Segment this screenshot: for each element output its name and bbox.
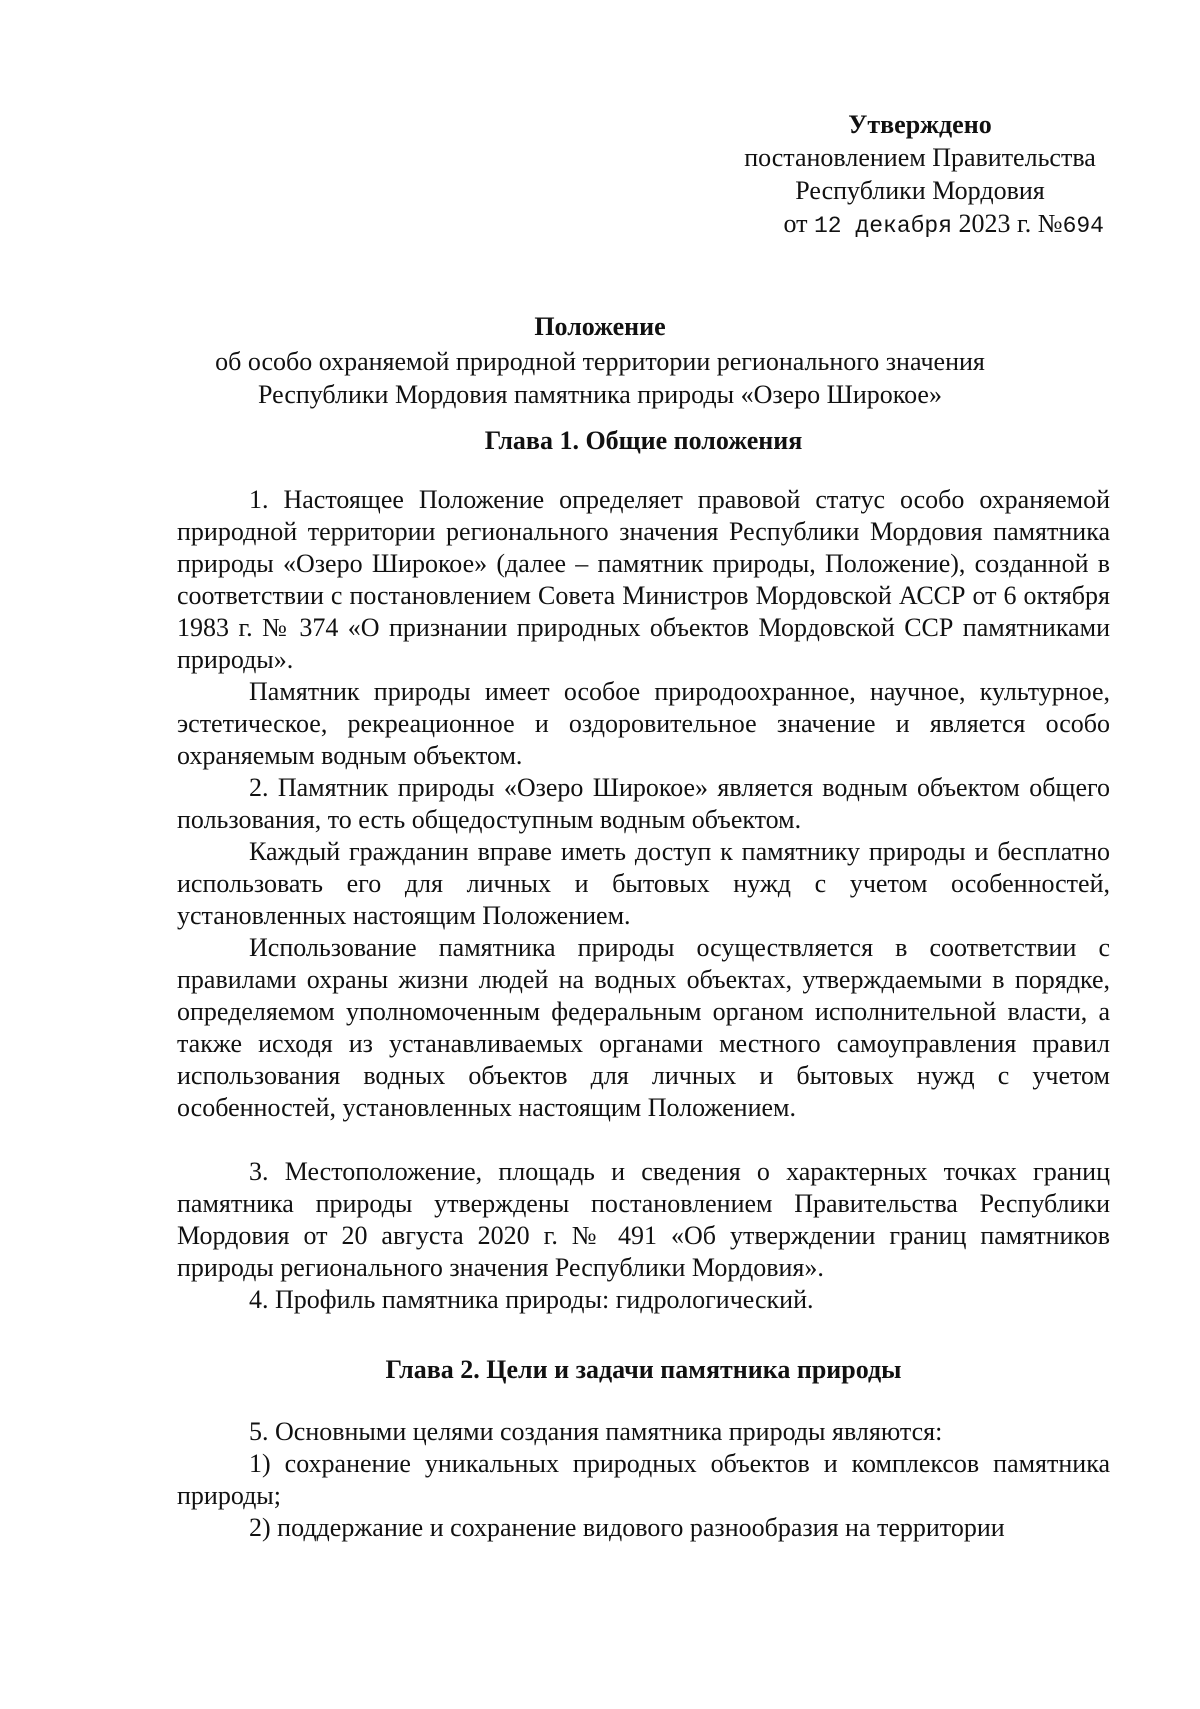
paragraph: 3. Местоположение, площадь и сведения о характерных точках границ памятника природы утверждены постановлением Правительства Республики Мордовия от 20 августа 2020 г. № 491 «Об утверждении границ памятников природы регионального значения Республики Мордовия». <box>177 1157 1110 1282</box>
paragraph: Использование памятника природы осуществляется в соответствии с правилами охраны жизни людей на водных объектах, утверждаемыми в порядке, определяемом уполномоченным федеральным органом исполнительной власти, а также исходя из устанавливаемых органами местного самоуправления правил использования водных объектов для личных и бытовых нужд с учетом особенностей, установленных настоящим Положением. <box>177 933 1110 1122</box>
paragraph: 2. Памятник природы «Озеро Широкое» является водным объектом общего пользования, то есть общедоступным водным объектом. <box>177 773 1110 834</box>
paragraph: 1. Настоящее Положение определяет правовой статус особо охраняемой природной территории регионального значения Республики Мордовия памятника природы «Озеро Широкое» (далее – памятник природы, Положение), созданной в соответствии с постановлением Совета Министров Мордовской АССР от 6 октября 1983 г. № 374 «О признании природных объектов Мордовской ССР памятниками природы». <box>177 485 1110 674</box>
chapter-2-heading: Глава 2. Цели и задачи памятника природы <box>385 1355 902 1384</box>
approval-date-prefix: от <box>783 209 808 238</box>
paragraph: 2) поддержание и сохранение видового разнообразия на территории <box>249 1513 1005 1542</box>
approval-block <box>730 108 1110 243</box>
paragraph: Памятник природы имеет особое природоохранное, научное, культурное, эстетическое, рекреационное и оздоровительное значение и является особо охраняемым водным объектом. <box>177 677 1110 770</box>
document-subtitle-line-2: Республики Мордовия памятника природы «Озеро Широкое» <box>258 380 942 409</box>
paragraph: 4. Профиль памятника природы: гидрологический. <box>249 1285 814 1314</box>
approval-date-line <box>730 207 1110 243</box>
approval-title: Утверждено <box>848 110 992 139</box>
document-title-block <box>150 310 1050 411</box>
paragraph: 1) сохранение уникальных природных объектов и комплексов памятника природы; <box>177 1449 1110 1510</box>
document-title: Положение <box>534 312 666 341</box>
chapter-1-heading: Глава 1. Общие положения <box>484 426 803 455</box>
approval-date-year: 2023 г. № <box>958 209 1063 238</box>
approval-line-2: Республики Мордовия <box>795 176 1045 205</box>
approval-date-typed: 12 декабря <box>814 213 953 239</box>
paragraph: 5. Основными целями создания памятника природы являются: <box>249 1417 943 1446</box>
document-subtitle-line-1: об особо охраняемой природной территории регионального значения <box>215 347 985 376</box>
approval-number-typed: 694 <box>1062 213 1104 239</box>
approval-line-1: постановлением Правительства <box>744 143 1096 172</box>
paragraph: Каждый гражданин вправе иметь доступ к памятнику природы и бесплатно использовать его для личных и бытовых нужд с учетом особенностей, установленных настоящим Положением. <box>177 837 1110 930</box>
